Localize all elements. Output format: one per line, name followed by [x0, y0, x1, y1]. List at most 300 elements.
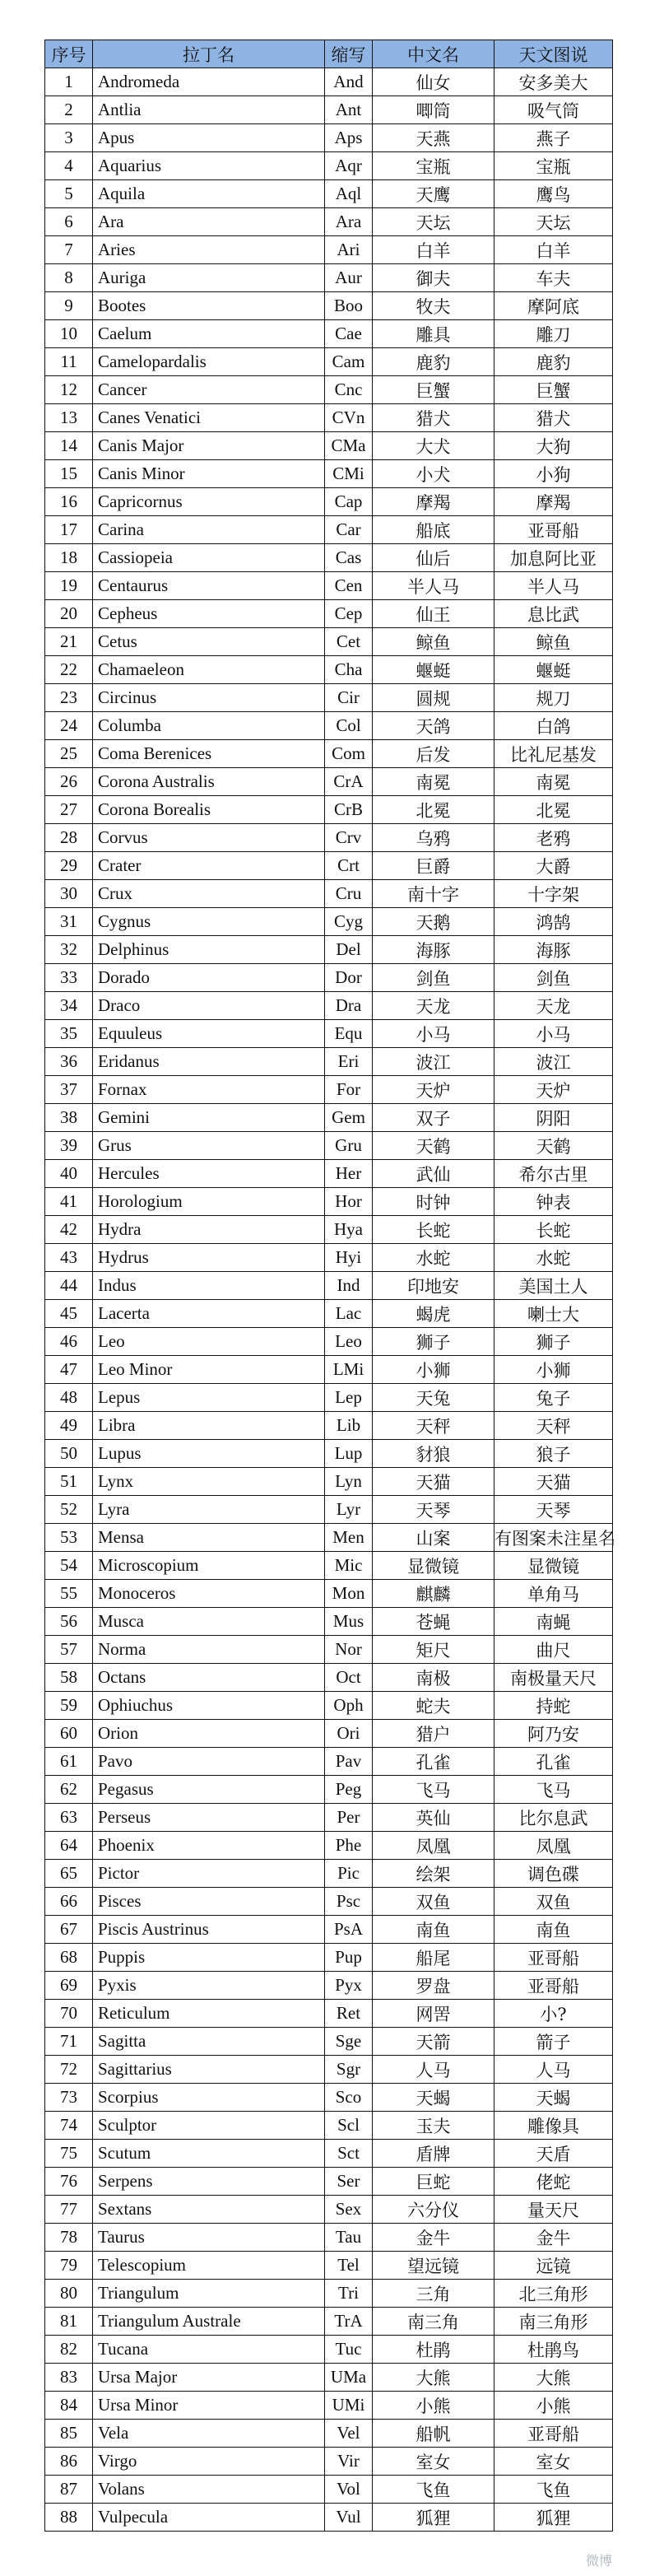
row-index: 86 — [45, 2448, 93, 2476]
latin-name: Cepheus — [93, 600, 325, 628]
latin-name: Hercules — [93, 1160, 325, 1188]
row-index: 50 — [45, 1440, 93, 1468]
table-row — [45, 1720, 613, 1748]
chinese-name: 天秤 — [373, 1412, 494, 1440]
atlas-name: 南三角形 — [494, 2308, 613, 2336]
atlas-name: 狮子 — [494, 1328, 613, 1356]
table-row — [45, 404, 613, 432]
latin-name: Canes Venatici — [93, 404, 325, 432]
table-row — [45, 852, 613, 880]
atlas-name: 比礼尼基发 — [494, 740, 613, 768]
row-index: 18 — [45, 544, 93, 572]
chinese-name: 室女 — [373, 2448, 494, 2476]
row-index: 64 — [45, 1832, 93, 1860]
table-row — [45, 1608, 613, 1636]
atlas-name: 小狗 — [494, 460, 613, 488]
table-row — [45, 264, 613, 292]
abbreviation: Ara — [325, 208, 373, 236]
abbreviation: Sex — [325, 2196, 373, 2224]
table-row — [45, 936, 613, 964]
atlas-name: 天琴 — [494, 1496, 613, 1524]
row-index: 84 — [45, 2392, 93, 2420]
atlas-name: 天盾 — [494, 2140, 613, 2168]
table-row — [45, 2252, 613, 2280]
row-index: 11 — [45, 348, 93, 376]
atlas-name: 亚哥船 — [494, 516, 613, 544]
table-row — [45, 516, 613, 544]
atlas-name: 天炉 — [494, 1076, 613, 1104]
abbreviation: CrA — [325, 768, 373, 796]
chinese-name: 剑鱼 — [373, 964, 494, 992]
row-index: 49 — [45, 1412, 93, 1440]
latin-name: Sculptor — [93, 2112, 325, 2140]
latin-name: Carina — [93, 516, 325, 544]
atlas-name: 摩阿底 — [494, 292, 613, 320]
latin-name: Canis Major — [93, 432, 325, 460]
chinese-name: 长蛇 — [373, 1216, 494, 1244]
table-row — [45, 2392, 613, 2420]
chinese-name: 大熊 — [373, 2364, 494, 2392]
abbreviation: TrA — [325, 2308, 373, 2336]
constellation-table — [44, 40, 613, 2532]
row-index: 78 — [45, 2224, 93, 2252]
table-row — [45, 96, 613, 124]
atlas-name: 长蛇 — [494, 1216, 613, 1244]
abbreviation: CrB — [325, 796, 373, 824]
abbreviation: Com — [325, 740, 373, 768]
chinese-name: 苍蝇 — [373, 1608, 494, 1636]
abbreviation: Cir — [325, 684, 373, 712]
abbreviation: PsA — [325, 1916, 373, 1944]
chinese-name: 仙后 — [373, 544, 494, 572]
row-index: 8 — [45, 264, 93, 292]
atlas-name: 天鹤 — [494, 1132, 613, 1160]
chinese-name: 印地安 — [373, 1272, 494, 1300]
table-row — [45, 1272, 613, 1300]
latin-name: Delphinus — [93, 936, 325, 964]
latin-name: Coma Berenices — [93, 740, 325, 768]
table-row — [45, 1216, 613, 1244]
chinese-name: 摩羯 — [373, 488, 494, 516]
abbreviation: Cep — [325, 600, 373, 628]
atlas-name: 半人马 — [494, 572, 613, 600]
atlas-name: 小? — [494, 2000, 613, 2028]
latin-name: Columba — [93, 712, 325, 740]
abbreviation: Oph — [325, 1692, 373, 1720]
abbreviation: Boo — [325, 292, 373, 320]
table-row — [45, 2364, 613, 2392]
table-row — [45, 180, 613, 208]
latin-name: Circinus — [93, 684, 325, 712]
table-row — [45, 992, 613, 1020]
row-index: 82 — [45, 2336, 93, 2364]
atlas-name: 息比武 — [494, 600, 613, 628]
atlas-name: 比尔息武 — [494, 1804, 613, 1832]
latin-name: Chamaeleon — [93, 656, 325, 684]
abbreviation: Aur — [325, 264, 373, 292]
atlas-name: 阴阳 — [494, 1104, 613, 1132]
abbreviation: Cae — [325, 320, 373, 348]
latin-name: Octans — [93, 1664, 325, 1692]
abbreviation: Lyn — [325, 1468, 373, 1496]
table-row — [45, 2308, 613, 2336]
latin-name: Horologium — [93, 1188, 325, 1216]
atlas-name: 双鱼 — [494, 1888, 613, 1916]
chinese-name: 北冕 — [373, 796, 494, 824]
atlas-name: 希尔古里 — [494, 1160, 613, 1188]
chinese-name: 麒麟 — [373, 1580, 494, 1608]
row-index: 60 — [45, 1720, 93, 1748]
abbreviation: Cha — [325, 656, 373, 684]
chinese-name: 孔雀 — [373, 1748, 494, 1776]
latin-name: Scutum — [93, 2140, 325, 2168]
chinese-name: 天蝎 — [373, 2084, 494, 2112]
table-row — [45, 236, 613, 264]
atlas-name: 喇士大 — [494, 1300, 613, 1328]
latin-name: Volans — [93, 2476, 325, 2504]
chinese-name: 天猫 — [373, 1468, 494, 1496]
atlas-name: 金牛 — [494, 2224, 613, 2252]
table-row — [45, 1692, 613, 1720]
chinese-name: 水蛇 — [373, 1244, 494, 1272]
table-row — [45, 1020, 613, 1048]
row-index: 46 — [45, 1328, 93, 1356]
atlas-name: 小熊 — [494, 2392, 613, 2420]
table-row — [45, 488, 613, 516]
table-row — [45, 908, 613, 936]
chinese-name: 天鸽 — [373, 712, 494, 740]
row-index: 75 — [45, 2140, 93, 2168]
chinese-name: 御夫 — [373, 264, 494, 292]
row-index: 42 — [45, 1216, 93, 1244]
table-row — [45, 2336, 613, 2364]
chinese-name: 圆规 — [373, 684, 494, 712]
atlas-name: 孔雀 — [494, 1748, 613, 1776]
row-index: 30 — [45, 880, 93, 908]
chinese-name: 金牛 — [373, 2224, 494, 2252]
row-index: 44 — [45, 1272, 93, 1300]
table-row — [45, 684, 613, 712]
latin-name: Vulpecula — [93, 2504, 325, 2532]
table-row — [45, 152, 613, 180]
abbreviation: Lep — [325, 1384, 373, 1412]
abbreviation: Aqr — [325, 152, 373, 180]
row-index: 41 — [45, 1188, 93, 1216]
chinese-name: 后发 — [373, 740, 494, 768]
row-index: 29 — [45, 852, 93, 880]
table-row — [45, 824, 613, 852]
atlas-name: 显微镜 — [494, 1552, 613, 1580]
latin-name: Aquarius — [93, 152, 325, 180]
latin-name: Eridanus — [93, 1048, 325, 1076]
latin-name: Gemini — [93, 1104, 325, 1132]
chinese-name: 天鹅 — [373, 908, 494, 936]
abbreviation: Hyi — [325, 1244, 373, 1272]
row-index: 54 — [45, 1552, 93, 1580]
latin-name: Telescopium — [93, 2252, 325, 2280]
atlas-name: 南鱼 — [494, 1916, 613, 1944]
atlas-name: 南极量天尺 — [494, 1664, 613, 1692]
abbreviation: Lyr — [325, 1496, 373, 1524]
table-row — [45, 2000, 613, 2028]
chinese-name: 南极 — [373, 1664, 494, 1692]
abbreviation: Pav — [325, 1748, 373, 1776]
chinese-name: 人马 — [373, 2056, 494, 2084]
table-row — [45, 880, 613, 908]
chinese-name: 望远镜 — [373, 2252, 494, 2280]
chinese-name: 南十字 — [373, 880, 494, 908]
latin-name: Piscis Austrinus — [93, 1916, 325, 1944]
abbreviation: Equ — [325, 1020, 373, 1048]
atlas-name: 北冕 — [494, 796, 613, 824]
table-row — [45, 1916, 613, 1944]
row-index: 80 — [45, 2280, 93, 2308]
abbreviation: Ind — [325, 1272, 373, 1300]
latin-name: Camelopardalis — [93, 348, 325, 376]
table-row — [45, 1524, 613, 1552]
latin-name: Puppis — [93, 1944, 325, 1972]
latin-name: Sextans — [93, 2196, 325, 2224]
atlas-name: 箭子 — [494, 2028, 613, 2056]
latin-name: Draco — [93, 992, 325, 1020]
atlas-name: 曲尺 — [494, 1636, 613, 1664]
atlas-name: 人马 — [494, 2056, 613, 2084]
atlas-name: 白羊 — [494, 236, 613, 264]
constellation-sheet — [44, 40, 615, 2532]
latin-name: Caelum — [93, 320, 325, 348]
row-index: 32 — [45, 936, 93, 964]
chinese-name: 天箭 — [373, 2028, 494, 2056]
latin-name: Orion — [93, 1720, 325, 1748]
row-index: 52 — [45, 1496, 93, 1524]
chinese-name: 巨蟹 — [373, 376, 494, 404]
row-index: 69 — [45, 1972, 93, 2000]
atlas-name: 加息阿比亚 — [494, 544, 613, 572]
row-index: 59 — [45, 1692, 93, 1720]
atlas-name: 水蛇 — [494, 1244, 613, 1272]
table-row — [45, 460, 613, 488]
row-index: 68 — [45, 1944, 93, 1972]
chinese-name: 盾牌 — [373, 2140, 494, 2168]
table-row — [45, 2112, 613, 2140]
row-index: 25 — [45, 740, 93, 768]
chinese-name: 白羊 — [373, 236, 494, 264]
abbreviation: Dra — [325, 992, 373, 1020]
abbreviation: Aql — [325, 180, 373, 208]
abbreviation: UMa — [325, 2364, 373, 2392]
latin-name: Pegasus — [93, 1776, 325, 1804]
chinese-name: 巨蛇 — [373, 2168, 494, 2196]
abbreviation: Car — [325, 516, 373, 544]
row-index: 58 — [45, 1664, 93, 1692]
table-row — [45, 768, 613, 796]
row-index: 1 — [45, 68, 93, 96]
table-row — [45, 2196, 613, 2224]
row-index: 67 — [45, 1916, 93, 1944]
chinese-name: 罗盘 — [373, 1972, 494, 2000]
latin-name: Capricornus — [93, 488, 325, 516]
row-index: 73 — [45, 2084, 93, 2112]
chinese-name: 蝎虎 — [373, 1300, 494, 1328]
abbreviation: Cap — [325, 488, 373, 516]
row-index: 62 — [45, 1776, 93, 1804]
chinese-name: 天坛 — [373, 208, 494, 236]
row-index: 36 — [45, 1048, 93, 1076]
atlas-name: 雕像具 — [494, 2112, 613, 2140]
row-index: 16 — [45, 488, 93, 516]
latin-name: Hydrus — [93, 1244, 325, 1272]
abbreviation: UMi — [325, 2392, 373, 2420]
abbreviation: Eri — [325, 1048, 373, 1076]
row-index: 19 — [45, 572, 93, 600]
latin-name: Phoenix — [93, 1832, 325, 1860]
latin-name: Antlia — [93, 96, 325, 124]
table-row — [45, 1580, 613, 1608]
latin-name: Leo — [93, 1328, 325, 1356]
row-index: 38 — [45, 1104, 93, 1132]
atlas-name: 杜鹃鸟 — [494, 2336, 613, 2364]
latin-name: Auriga — [93, 264, 325, 292]
latin-name: Leo Minor — [93, 1356, 325, 1384]
atlas-name: 亚哥船 — [494, 1944, 613, 1972]
table-row — [45, 1356, 613, 1384]
latin-name: Libra — [93, 1412, 325, 1440]
table-row — [45, 2504, 613, 2532]
row-index: 28 — [45, 824, 93, 852]
row-index: 3 — [45, 124, 93, 152]
abbreviation: Cet — [325, 628, 373, 656]
atlas-name: 巨蟹 — [494, 376, 613, 404]
abbreviation: Pyx — [325, 1972, 373, 2000]
chinese-name: 雕具 — [373, 320, 494, 348]
chinese-name: 船底 — [373, 516, 494, 544]
chinese-name: 蛇夫 — [373, 1692, 494, 1720]
abbreviation: Del — [325, 936, 373, 964]
chinese-name: 南鱼 — [373, 1916, 494, 1944]
atlas-name: 猎犬 — [494, 404, 613, 432]
header-row — [45, 40, 613, 68]
latin-name: Ara — [93, 208, 325, 236]
chinese-name: 鹿豹 — [373, 348, 494, 376]
row-index: 14 — [45, 432, 93, 460]
table-row — [45, 1160, 613, 1188]
atlas-name: 天蝎 — [494, 2084, 613, 2112]
abbreviation: Cru — [325, 880, 373, 908]
atlas-name: 南蝇 — [494, 1608, 613, 1636]
atlas-name: 兔子 — [494, 1384, 613, 1412]
chinese-name: 船帆 — [373, 2420, 494, 2448]
abbreviation: Mon — [325, 1580, 373, 1608]
chinese-name: 鲸鱼 — [373, 628, 494, 656]
table-row — [45, 2056, 613, 2084]
chinese-name: 矩尺 — [373, 1636, 494, 1664]
latin-name: Taurus — [93, 2224, 325, 2252]
latin-name: Crater — [93, 852, 325, 880]
row-index: 40 — [45, 1160, 93, 1188]
chinese-name: 天琴 — [373, 1496, 494, 1524]
chinese-name: 狐狸 — [373, 2504, 494, 2532]
latin-name: Indus — [93, 1272, 325, 1300]
atlas-name: 大狗 — [494, 432, 613, 460]
latin-name: Microscopium — [93, 1552, 325, 1580]
atlas-name: 调色碟 — [494, 1860, 613, 1888]
latin-name: Ursa Minor — [93, 2392, 325, 2420]
row-index: 87 — [45, 2476, 93, 2504]
row-index: 7 — [45, 236, 93, 264]
table-row — [45, 544, 613, 572]
table-row — [45, 2280, 613, 2308]
latin-name: Apus — [93, 124, 325, 152]
row-index: 57 — [45, 1636, 93, 1664]
chinese-name: 天兔 — [373, 1384, 494, 1412]
abbreviation: Hya — [325, 1216, 373, 1244]
table-row — [45, 2476, 613, 2504]
table-row — [45, 1832, 613, 1860]
table-row — [45, 656, 613, 684]
table-row — [45, 1944, 613, 1972]
atlas-name: 小狮 — [494, 1356, 613, 1384]
abbreviation: LMi — [325, 1356, 373, 1384]
atlas-name: 十字架 — [494, 880, 613, 908]
latin-name: Cancer — [93, 376, 325, 404]
header-chinese-name: 中文名 — [373, 40, 494, 68]
abbreviation: Psc — [325, 1888, 373, 1916]
table-row — [45, 1076, 613, 1104]
latin-name: Lepus — [93, 1384, 325, 1412]
abbreviation: Her — [325, 1160, 373, 1188]
abbreviation: Vir — [325, 2448, 373, 2476]
table-row — [45, 1888, 613, 1916]
atlas-name: 鹿豹 — [494, 348, 613, 376]
abbreviation: Dor — [325, 964, 373, 992]
latin-name: Cassiopeia — [93, 544, 325, 572]
atlas-name: 天秤 — [494, 1412, 613, 1440]
chinese-name: 蝘蜓 — [373, 656, 494, 684]
table-row — [45, 796, 613, 824]
atlas-name: 宝瓶 — [494, 152, 613, 180]
row-index: 53 — [45, 1524, 93, 1552]
table-row — [45, 964, 613, 992]
latin-name: Aquila — [93, 180, 325, 208]
table-row — [45, 68, 613, 96]
atlas-name: 北三角形 — [494, 2280, 613, 2308]
latin-name: Ophiuchus — [93, 1692, 325, 1720]
latin-name: Serpens — [93, 2168, 325, 2196]
abbreviation: Lac — [325, 1300, 373, 1328]
abbreviation: Sgr — [325, 2056, 373, 2084]
chinese-name: 宝瓶 — [373, 152, 494, 180]
table-row — [45, 1972, 613, 2000]
latin-name: Norma — [93, 1636, 325, 1664]
abbreviation: Mus — [325, 1608, 373, 1636]
row-index: 22 — [45, 656, 93, 684]
chinese-name: 英仙 — [373, 1804, 494, 1832]
chinese-name: 小熊 — [373, 2392, 494, 2420]
latin-name: Monoceros — [93, 1580, 325, 1608]
row-index: 34 — [45, 992, 93, 1020]
atlas-name: 海豚 — [494, 936, 613, 964]
table-row — [45, 1468, 613, 1496]
chinese-name: 半人马 — [373, 572, 494, 600]
atlas-name: 波江 — [494, 1048, 613, 1076]
chinese-name: 豺狼 — [373, 1440, 494, 1468]
table-row — [45, 628, 613, 656]
table-row — [45, 2028, 613, 2056]
header-atlas-name: 天文图说 — [494, 40, 613, 68]
table-row — [45, 432, 613, 460]
atlas-name: 量天尺 — [494, 2196, 613, 2224]
chinese-name: 绘架 — [373, 1860, 494, 1888]
